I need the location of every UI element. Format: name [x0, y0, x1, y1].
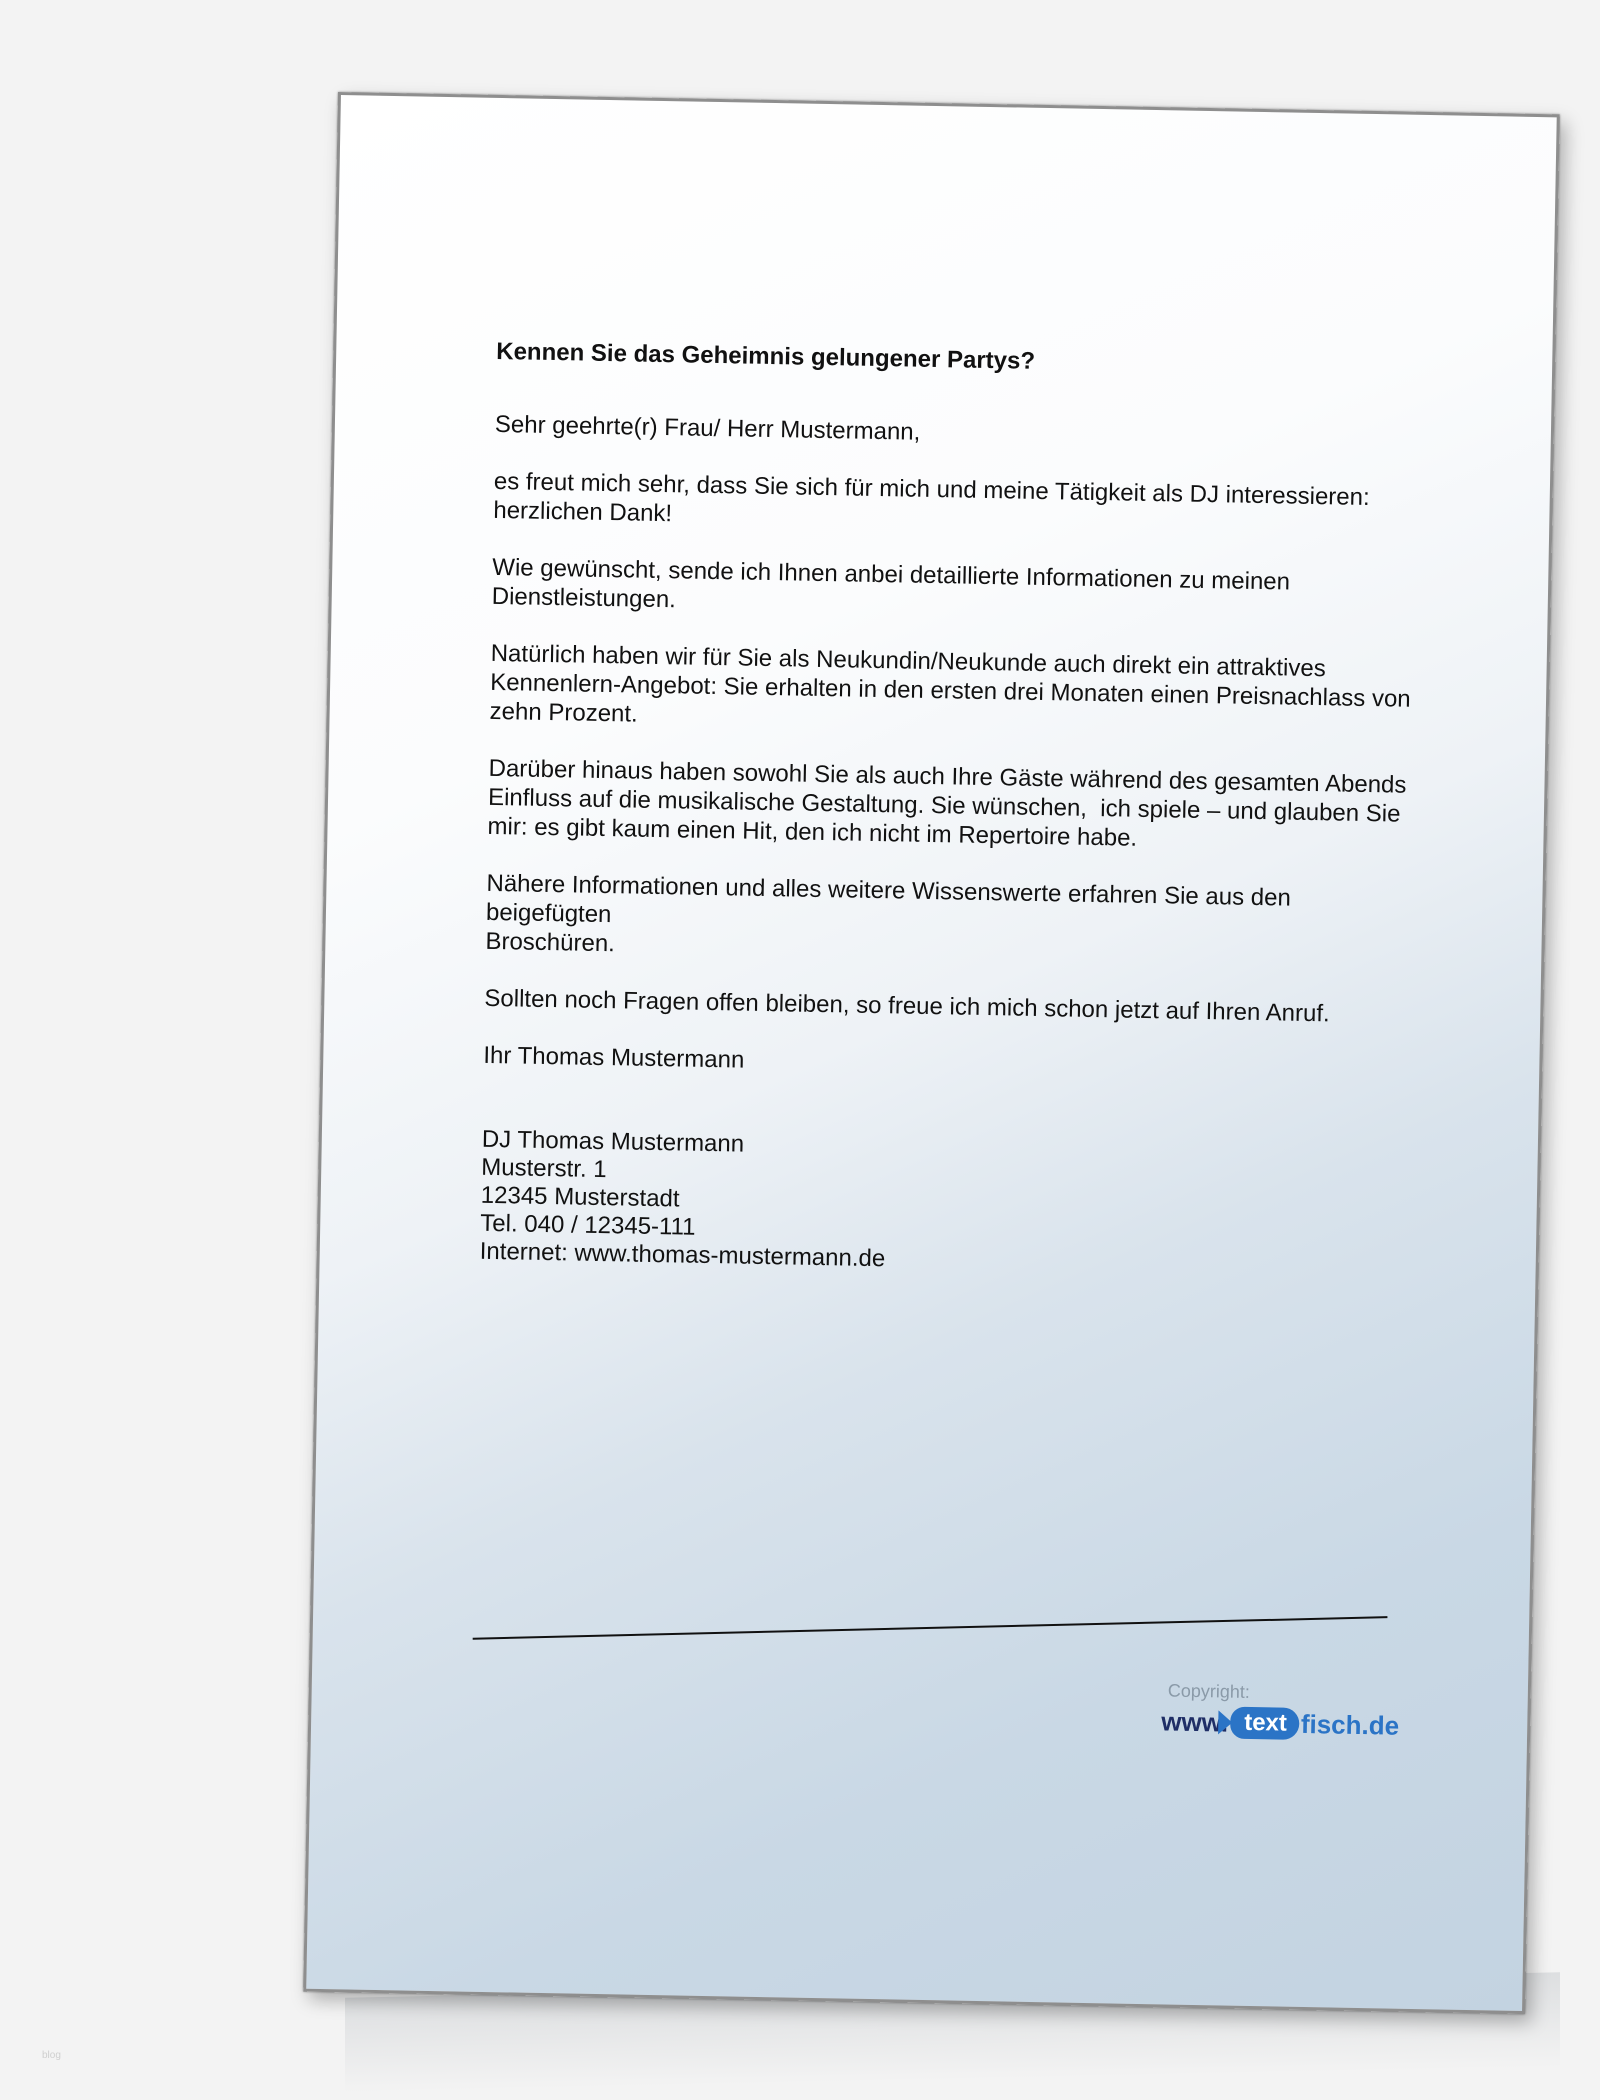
corner-watermark: blog [42, 2050, 61, 2061]
letter-paragraph: Natürlich haben wir für Sie als Neukundin/Neukunde auch direkt ein attraktives Kennenlern-Angebot: Sie erhalten in den ersten drei Monaten einen Preisnachlass von zehn Prozent. [489, 639, 1411, 728]
address-line: Musterstr. 1 [481, 1153, 607, 1184]
fish-tail-icon [1218, 1710, 1232, 1734]
letter-paragraph: Darüber hinaus haben sowohl Sie als auch Ihre Gäste während des gesamten Abends Einfluss auf die musikalische Gestaltung. Sie wünschen, ich spiele – und glauben Sie mir: es gibt kaum einen Hit, den ich nicht im Repertoire habe. [487, 754, 1407, 852]
letter-paragraph: Nähere Informationen und alles weitere Wissenswerte erfahren Sie aus den beigefügten Broschüren. [485, 869, 1298, 958]
letter-title: Kennen Sie das Geheimnis gelungener Partys? [496, 337, 1036, 375]
letter-paragraph: Sollten noch Fragen offen bleiben, so freue ich mich schon jetzt auf Ihren Anruf. [484, 984, 1330, 1028]
logo-suffix: fisch.de [1300, 1708, 1400, 1741]
letter-closing: Ihr Thomas Mustermann [483, 1041, 745, 1074]
letter-paragraph: Wie gewünscht, sende ich Ihnen anbei detaillierte Informationen zu meinen Dienstleistungen. [491, 553, 1291, 614]
address-line: Internet: www.thomas-mustermann.de [479, 1237, 886, 1273]
address-line: Tel. 040 / 12345-111 [480, 1209, 696, 1241]
sender-address [480, 1126, 1412, 1283]
footer-divider [473, 1616, 1388, 1640]
textfisch-logo [1161, 1705, 1402, 1741]
logo-prefix: www. [1161, 1705, 1229, 1738]
copyright-label: Copyright: [1167, 1680, 1251, 1702]
address-line: DJ Thomas Mustermann [481, 1125, 745, 1158]
letter-body [480, 338, 1427, 1283]
document-sheet [303, 92, 1560, 2014]
copyright-block [1161, 1680, 1402, 1741]
logo-fish-text: text [1243, 1708, 1288, 1737]
fish-icon [1230, 1707, 1299, 1740]
letter-salutation: Sehr geehrte(r) Frau/ Herr Mustermann, [494, 410, 921, 446]
letter-paragraph: es freut mich sehr, dass Sie sich für mich und meine Tätigkeit als DJ interessieren: herzlichen Dank! [493, 467, 1370, 528]
address-line: 12345 Musterstadt [480, 1181, 680, 1213]
